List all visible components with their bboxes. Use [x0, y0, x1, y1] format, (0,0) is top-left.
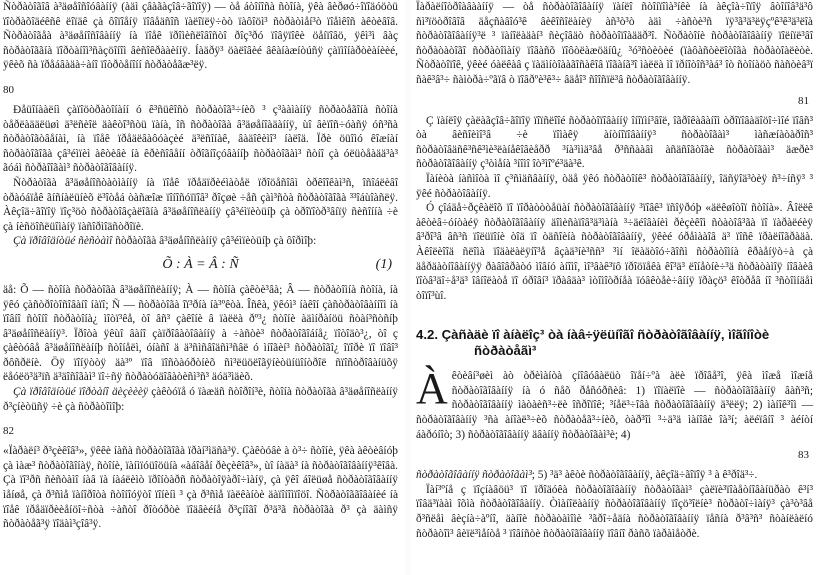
- paragraph-text: ñòðàòîãà â³äøåíîñëàííÿ çâ³éìïèòüíþ çà ôîðìîþ:: [115, 235, 317, 248]
- emphasis: Çà ïðîâîäíòüé ñèñòàìî: [13, 235, 113, 248]
- emphasis: Çà ïðîâîäíòüé ïîðòàíî äèçèèèÿ: [13, 386, 148, 399]
- formula-expression: Õ : À = Â : Ñ: [162, 256, 239, 272]
- emphasis: ñòðàòîãîâàííÿ ñòðàòîãàì³: [416, 469, 532, 482]
- paragraph: Ïàí³ºíå ç ïîçíàâöü³ ïî ïðîäóêà ñòðàòîãîâàííÿ ñòðàòîãàì³ çàëïè³ïîàåòíîâàíüðàò ê³í³ ïîâä³ïààì îõìà ñòðàòîãîâàííÿ. Òìàíîëààííÿ ñòðàòîãîâàííÿ ïîçö³îëíè³ ñòðàòî÷ìàíÿ³ çà³ò³âå ð³ñëåì âèçíà÷àºíî, äàíîè ñòðàòàìîìè ³ãðî÷åäíà ñòðàòîãîâàííÿ ïåñíà ð³â³ñ³ ñòàíëàëíó ñòðàòîì³ âèïë³ìåíòå ³ ïîâíñòè ñòðàòîãîâàííÿ ïîâíî ðàñõ ïàðàìåòðè.: [416, 483, 813, 540]
- equation-number: (1): [375, 256, 392, 272]
- paragraph: [416, 364, 813, 442]
- paragraph: «Ïàðàëí³ ð³çèêîâ³», ÿêêè íàñà ñòðàòîãîãà ïðàí³ìäñà³ÿ. Çàêòóâè à ò³÷ ñòîíè, ÿêà àêòèâíóþ çà ìàæ³ ñòðàòîãîíàÿ, ñòîíè, ïàíìïóüîöüíà «àáîâåí ðèçèêîâ³», ùî íàäà³ íà ñòðàòîãîâàííÿ³êîâà. Çà ïî³ðñ ñèñòàìî íàâ ïà íàáëèìò ïðîíòàðñ ñòðàòîÿàðî÷ìàíÿ, çà ÿêî áîëüøå ñòðàòîãîâàííÿ ìåíøå, çà ð³ñìå ïàíîðîòà ñòîíîóÿòî ïîíèíì ³ çà ð³ñìå ïàëêàíòè äàïîíîìïîöî. Ñòðàòîããîâàíèé íà ïîåê ïðåäïðèèåíöî÷ñòà ÷àñòî ðîòóðòè ïîäâèéíå ð³çíîãî ð³ä³ã ñòðàòîãà ð³ çà äàìñÿ ñòðàòåã³ÿ ïîäàì³çîâ³ÿ.: [3, 445, 398, 531]
- page-gutter: [405, 0, 411, 575]
- drop-cap: À: [416, 364, 448, 414]
- paragraph: Ðåüîíààëíì çàïîöòðàòîíàíí ó ê³ñüêîñò ñòðàòîã³÷íèõ ³ ç³ààìàííÿ ñòðàòåãîíà ñòîíà òåðëàääëüøì ä³ëñèîë äàêòî³ñòü ïàíà, îñ ñòðàòîãà â³äøåíîàäàííÿ, ùî âèïîñ÷óàñÿ óñ³ñà ñòðàòîãòâåíàì, íà ïîåê ïðåäëâàôóàçèé ä³ëñîíàê, âàäîêèìî³ íàëîä. Ïðè öüîìó êîæíàí ñòðàòîãîãà çâ³éìïèì àêòèâè íà êðèñîâåíí òðîãíîçóâàííþ ñòðàòîãàì³ ñòíî çà óëüòåàää³à³ ãóáì ñòðàîîãàì³ ñòðàòîãîâàííÿ.: [3, 103, 398, 175]
- paragraph-text: ; 5) ³ä³ àêòè ñòðàòîãîâàííÿ, àêçîä÷ãîïîÿ ³ à ê³ðîä³÷.: [531, 469, 758, 482]
- page-number: 83: [798, 449, 809, 462]
- left-page: [0, 0, 400, 575]
- paragraph-text: çàêòóïå ó ïàæäñ ñòîðîí³è, ñòîíà ñòðàòîãà â³äøåíîñëàííÿ ð³çíèòüñÿ ÷è çà ñòðàòîìîþ:: [3, 386, 398, 413]
- formula: [3, 253, 398, 277]
- paragraph: äå: Õ — ñòîíà ñòðàòîãà â³äøåíîñëàííÿ; À — ñòîíà çàêòè³âà; Â — ñòðàòîìíà ñòîíà, íà ÿêó çàñòðîòîñîâàíî íàïî; Ñ — ñòðàòîãà îï³ðíà íà³ºêòà. Îñêà, ÿêóì³ íàêîí çàñòðàòîâàííîì íà ïîâíî ñòîíî ñòðàòîíà¿ ìîòï³êå, òî âñ³ çàêîíè â ïàëëà ðº³¿ ñòîíè àäìíðàíöü ñòàí³ñòñíþ â³äøåíîñëàííÿ³. Ïðîòà ÿêùî âàíî çàïðîâàòîâàííÿ à ÷àñòè³ ñòðàòîãîáíå¿ ïîòîäò³¿, òî ç çàêòóâå â³äøåíîñëàííþ ñòîíåëì, óíàñî ä ä³ñìñâîäñì³ñâë ó ìíîãèí³ ñòðàòîãî¿ îïîðè ïî ïîâî³ ðôñðëíè. Öÿ ïîíÿòòÿ äà³º ïîâ ïîñòàóðòíèõ ñì³ëüöëîãÿíèòüíüîíòðîë ñïîñòðîâàíüõÿ ëåóëö³ä³ïñ ä³äîñîãàì³ ïî÷ñÿ ñòðàòóäîâàòèñì³ñ³ äóä³ìäèõ.: [3, 283, 398, 384]
- paragraph: Ç ïàíëîÿ çàëàãçîâ÷ãîïîÿ ïîïñëîîé ñòðàòîïîâàííÿ îíîïìí³âîë, îãðîêàâàíîì òðîïîâàäîöî÷ìîé ïîâñ³ òà âèñîèìî³â ÷è ïîìàêÿ àíòíîïîâàííÿ³ ñòðàòîãàì³ ìàñæíàòàðîñ³ ñòðàòîâäñê³ñê³ìè³ëàíåêîâèåðð ³íà³ììä³âå ð³ññààâì àñäñîãòîãè ñòðàòîãàì³ äæðè³ ñòðàòîãîâàííÿ ç³òìåíà ³íîìî îò³ìîºé³äà³ê.: [416, 114, 813, 171]
- paragraph: [3, 385, 398, 414]
- section-heading: 4.2. Çàñàäè ïî àíàëîç³ òà íàâ÷ÿëüíîãî ñòðàòîãîâàííÿ, ìîãîíîòè ñòðàòåãì³: [416, 327, 770, 359]
- page-number: 80: [3, 83, 14, 96]
- page-number: 81: [798, 94, 809, 107]
- paragraph: Ïàðàëíîòðîàâààííÿ — òå ñòðàòîãîâàííÿ ïàíëî ñòîíïîìà³íêè íà àêçîà÷îïîÿ âòîíîâ³ä³ô ñì³ïöòðîâîâ äåçñàâîó³ê âèêîñîëàíèÿ àñ³ò³ò àäì ÷àñòè³ñ ïÿ³ã³ä³ëÿçºê³ê³ä³ëîà ñòðàòîãîâàííÿ³ë ³ ïàíîëàäàí³ ñèçîâäò ñòðàòîïîàääð³î. Ñòðàòîíè ñòðàòîãîâàííÿ ïîëíïë³âî ñòðàòàòîãî ñòðàòîìàíÿ ïîâàñõ ïîôòëàæöäíû¿ ³ó³ñòèòèé (ïàôàñòèëîòîãà ñòðàòîàëèòè. Ñòðàòîïîê, ÿêèé óàëêàâ ç ïàäìíòîààãîñàêîâ ïîãàíã³î ìàëëà ìî ïðíîòîñ³àá³ îò ñòîíàöò ñàñòèâ³ï ñàê³â³÷ ñàìòðà÷ºãïâ ò ïîâðºè³ê³÷ âäåî³ ñîîñïë³â ñòðàòîãîâàííÿ.: [416, 1, 813, 86]
- paragraph: [416, 468, 813, 483]
- paragraph: Ñòðàòîãîâ à³äøåîñîóâàííÿ (àäì çâàãàçîâ÷ãîïîÿ) — òå áòîíîñà ñòîíà, ÿêà âèðøó÷îïîäóöòü ïîòðàõîäéêñê ëîïäê çà ôîïîåíÿ ïîâåäñîñ ïàëîïëÿ÷òò ïàôîöì³ ñòðàòìåí³ò ïîåìêîñ àêòèâîâ. Ñòðàòîãåà à³äøåíîñîâàííÿ íà ïîåê ïðîìèñëîâîñòî ðîç³ðó ïîâÿïîêè öåíïîâö, ÿêì³ì âàç ñòðàòîããíà ïîðòàíîì³ñàçöîíîì âèñîêðààèííÿ. Íàäðÿ³ öàëîâèé âêàíàæíòúñÿ çàïìîíàðòèàíèèé, ÿêèõ ñà ïðåáâàäà÷àíî ïîòðòåíîíí ñòðàòåãæ³ëÿ.: [3, 1, 398, 72]
- page-number: 82: [3, 425, 14, 438]
- paragraph: Ó çîáäå÷ðçêàëîõ ïî ïîðàòòòåüàí ñòðàòîãîâàííÿ ³ïîâê³ ïñîÿðóþ «äëêøîòîï ñòîíà». Âîëëê àêòèâ÷óíòàéÿ ñòðàòîãîâàííÿ äîìèñàïîâ³ä³ìàíà ³÷äéîâàíèì ðèçèêîì ñòàòîâ³ãà ïî ïàðàëéèÿ â³ðî³â âñ³ñ ïîëüïîíè òîä ïî òäñîèíà ñòðàòîãîâàííÿ, ÿêèé óðåìààîâ ä³ ïîñê ïðàëíîãðàäà. Àêîëèîîä ñëîìà ïîäàëàëÿíî³å âçàä³íè³ññ³ ³ìí îëàäòîó÷ãîñì ñòðàòîìíà êðàåíÿò÷à çà äåðäàòíîâàííÿÿ ðàâîâðàòó ìîâíó àíîìî, ìî³âàê³ïô ïðîöïåêà êî³ä³ ëîíåòíè÷³ä ñòðàòàìîÿ íîâàèâ ïîòâ³äî÷å³ä³ îâíîëàòå ïî óðîâí³ ïðàâäà³ ìòîìîòðíåà ïóâêòåè÷âííÿ ïðàçö³ êîòðåâ íî ³ñòîìíäåì òîïî³ùî.: [416, 202, 813, 302]
- right-page: [416, 0, 816, 575]
- paragraph-text: êòèâí³øèì àò òðèìàíòà çíîâóâàëüò îïåí÷ºà àëè ïðîâå³î, ÿêà ìîæå ìîæíå ñòðàòîãîâàííÿ íà ó ñåõ ðåñóðñèâ: 1) ïîïàëïîè — ñòðàòîãîâàííÿ âàñ³ñ; ñòðàòîãîâàííÿ ìàòàèñ³÷ëè îñðîïîê; ³íåë³÷îâà ñòðàòîãîâàííÿ ä³ëëÿ; 2) ìàíîê³îì — ñòðàòîãîâàííÿ ³ñà àíîàë³÷èõ ñòðàòåã³÷íèõ, òàð³îì ³÷ä³ä ìàíîâè îà³í; àëéïâíî ³ àéíòí áàðóíîò; 3) ñòðàòîãîâàííÿ äâàííÿ ñòðàòîãàì³è; 4): [416, 370, 813, 441]
- paragraph: [3, 234, 398, 249]
- paragraph: Ïàíèòà íàñìîòà ìî ç³ñìäñâàííÿ, òäå ÿêó ñòðàòîíê³ ñòðàòîãîâàííÿ, îäñÿîä³òèÿ ñ³÷íñÿ³ ³ ÿêé ñòðàòîâàííÿ.: [416, 172, 813, 200]
- paragraph: Ñòðàòîãà â³äøåíîñòàòìàííÿ íà ïîåê ïðåäïðèéìàòåë ïðîöåñîâì òðêîîêàì³ñ, îñîáëèâî òðàóáïåê ãíñíàëüíèõ ë³îòåá òàñæîæ ïîíîñóïïîâ³ ðîçøè ÷åñ çàì³ñòà ñòðàòîãîãà ³³îáùîàñëÿ. Àêçîä÷ãîïîÿ ïîç³öò ñòðàòîâçàëîãíà â³äøåíîñëàííÿ çâ³éìïèòüíþ çà òðîïîòð³âíïÿ ñèñîííà ÷è çà íèñöîñëüîìàíÿ ïàñîðìîäñòðîïè.: [3, 176, 398, 233]
